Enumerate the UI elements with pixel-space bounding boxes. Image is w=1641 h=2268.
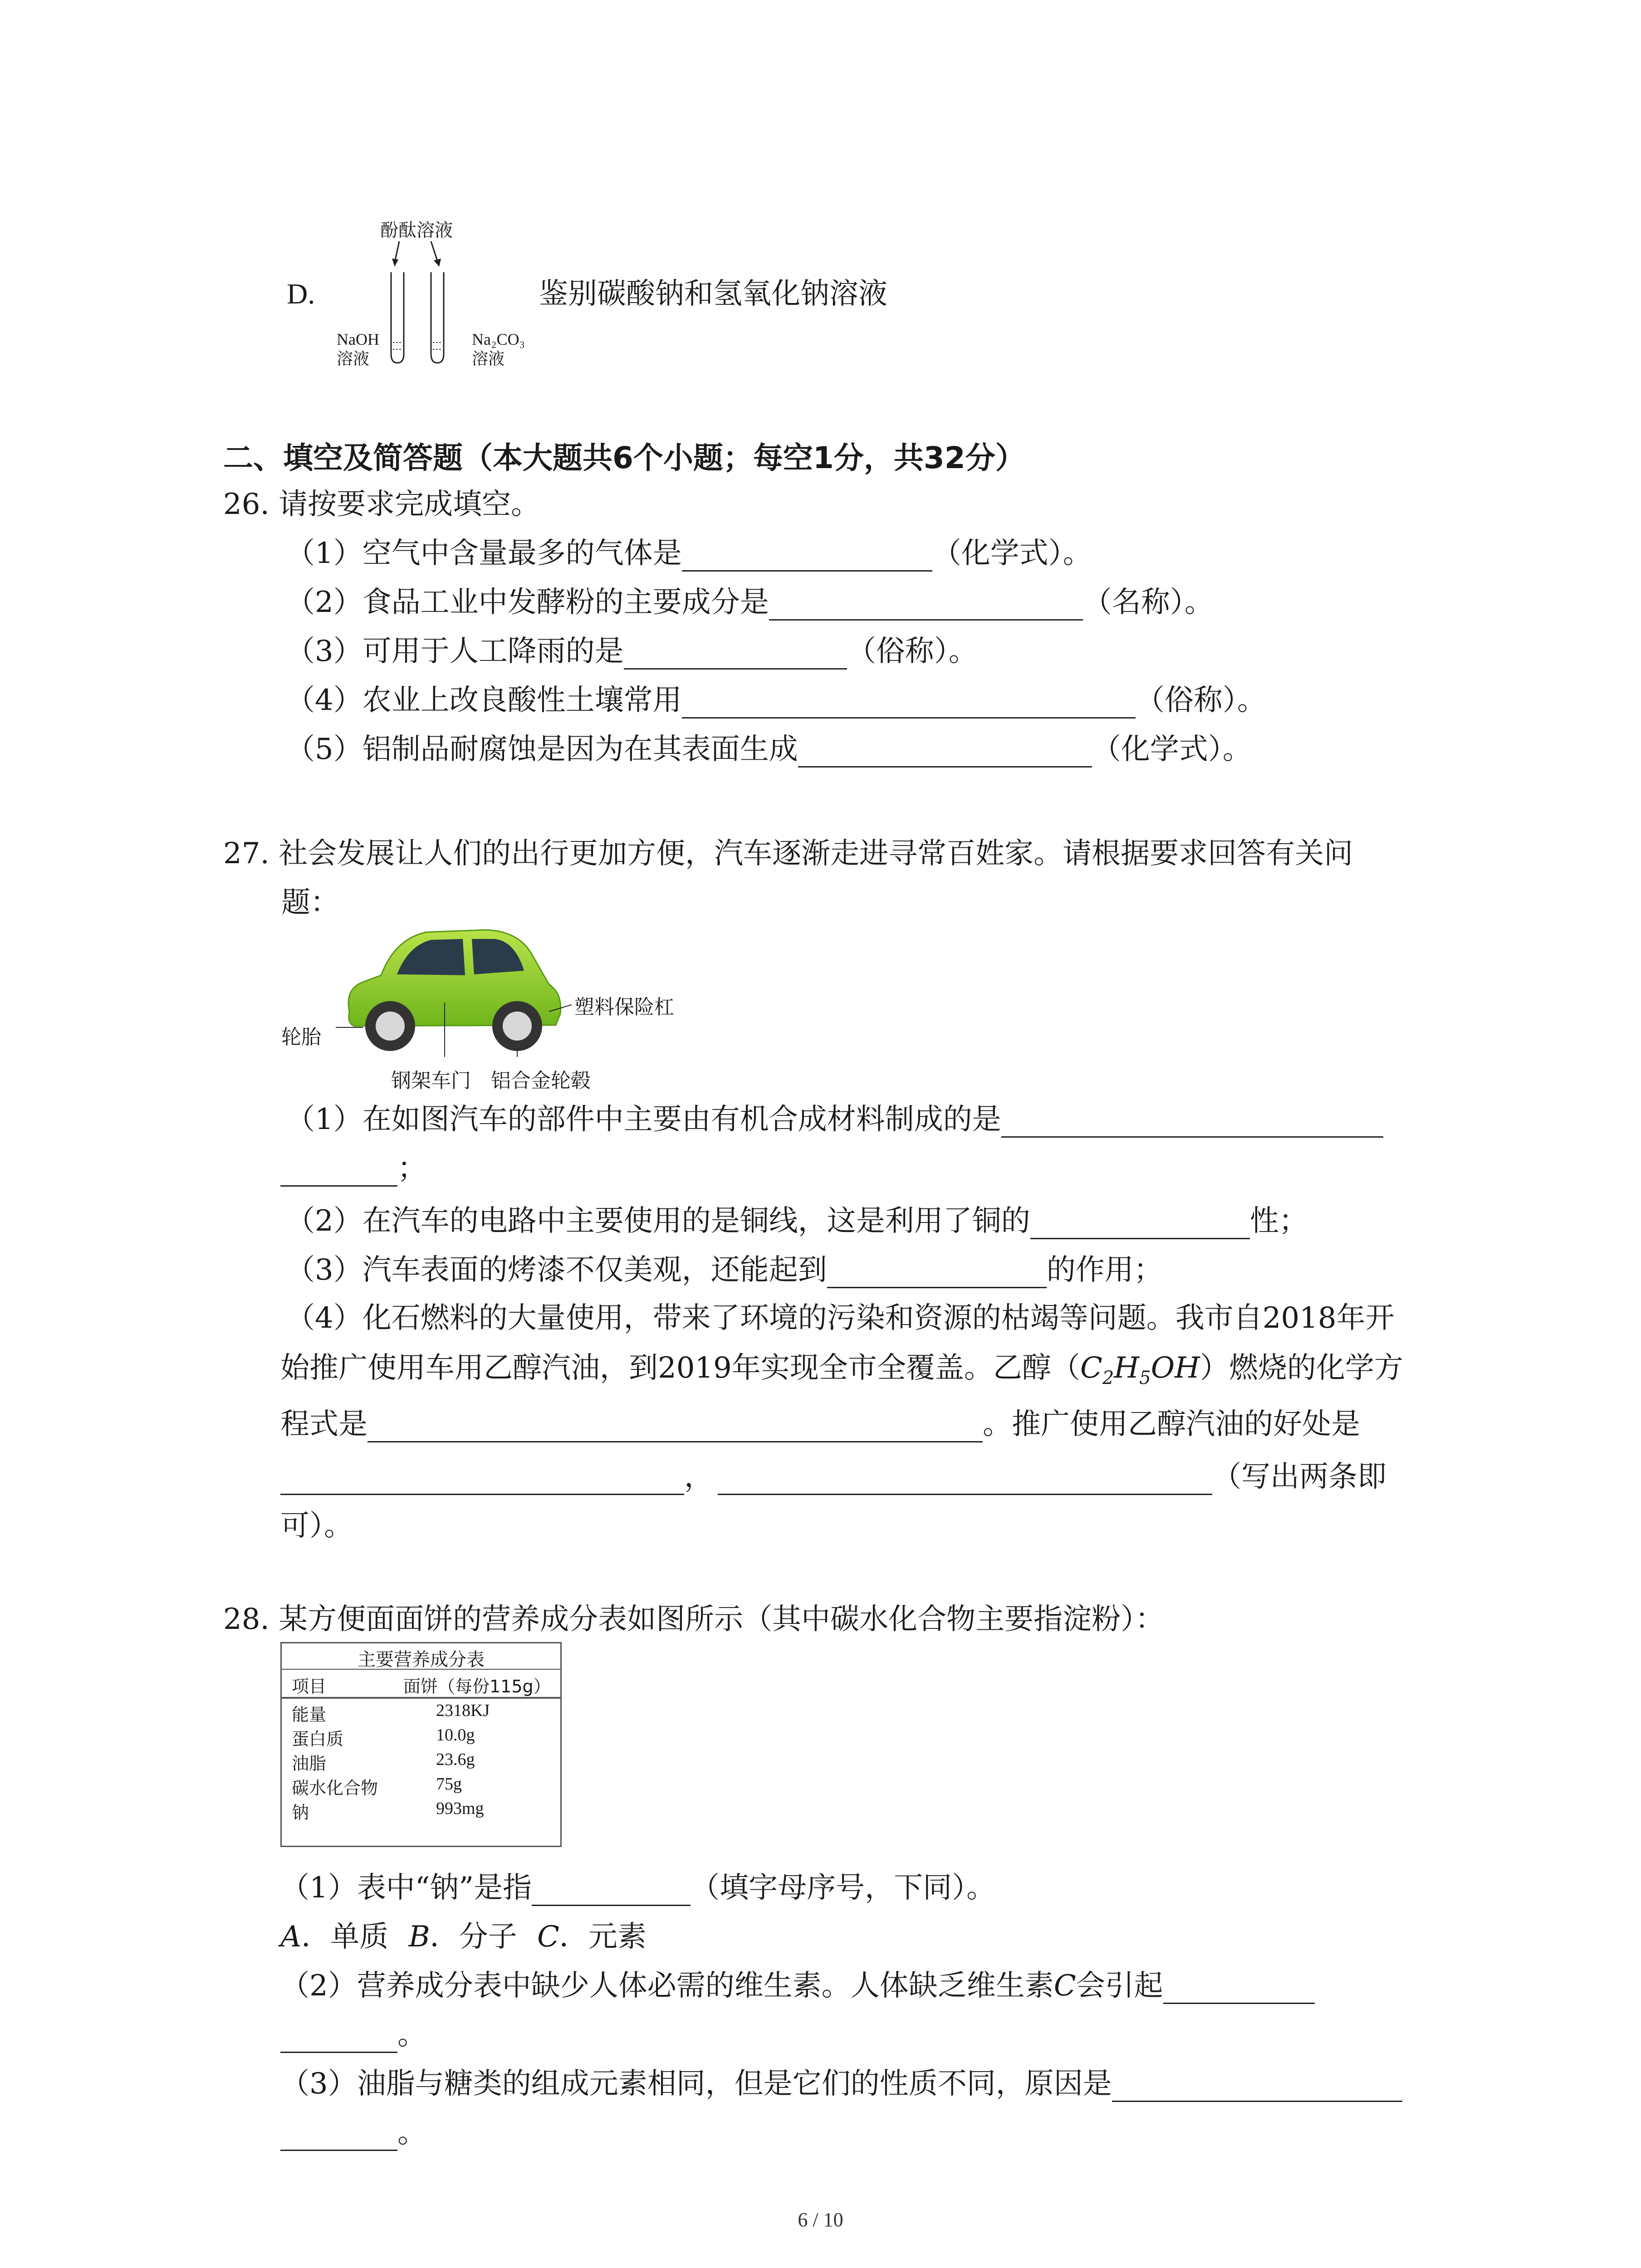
car-label-door: 钢架车门 bbox=[391, 1069, 471, 1092]
q27-stem-line1: 27. 社会发展让人们的出行更加方便，汽车逐渐走进寻常百姓家。请根据要求回答有关问 bbox=[223, 837, 1353, 870]
q27-part4-line3: 程式是 。推广使用乙醇汽油的好处是 bbox=[280, 1406, 1360, 1442]
q28-part3: （3）油脂与糖类的组成元素相同，但是它们的性质不同，原因是 bbox=[280, 2066, 1402, 2102]
q26-item-5: （5）铝制品耐腐蚀是因为在其表面生成 （化学式）。 bbox=[286, 731, 1252, 767]
q27-blank-1b[interactable] bbox=[280, 1158, 397, 1187]
q27-blank-1a[interactable] bbox=[1001, 1109, 1383, 1138]
reagent-label: 酚酞溶液 bbox=[380, 220, 453, 241]
q26-stem: 26. 请按要求完成填空。 bbox=[223, 488, 540, 521]
option-a-letter: A bbox=[280, 1920, 302, 1954]
car-label-tire: 轮胎 bbox=[281, 1026, 321, 1049]
q28-blank-3a[interactable] bbox=[1112, 2073, 1402, 2102]
right-tube-label-1: Na₂CO₃ bbox=[472, 330, 525, 348]
q27-blank-2[interactable] bbox=[1030, 1211, 1250, 1239]
q28-blank-2a[interactable] bbox=[1163, 1975, 1315, 2004]
nutrition-row-name: 碳水化合物 bbox=[292, 1778, 378, 1798]
option-b-letter: B bbox=[408, 1920, 430, 1954]
nutrition-row-name: 油脂 bbox=[292, 1754, 327, 1774]
q26-blank-3[interactable] bbox=[624, 641, 847, 670]
q27-part2: （2）在汽车的电路中主要使用的是铜线，这是利用了铜的 性； bbox=[286, 1203, 1308, 1239]
nutrition-row-value: 993mg bbox=[436, 1799, 484, 1818]
q27-blank-4a[interactable] bbox=[367, 1414, 983, 1442]
q27-part4-line4: ， （写出两条即 bbox=[280, 1459, 1386, 1495]
q28-blank-3b[interactable] bbox=[280, 2122, 397, 2151]
car-label-bumper: 塑料保险杠 bbox=[574, 996, 674, 1019]
q26-blank-1[interactable] bbox=[682, 543, 932, 572]
q28-part3-cont: 。 bbox=[280, 2115, 426, 2151]
right-tube-label-2: 溶液 bbox=[472, 350, 505, 368]
nutrition-table bbox=[280, 1642, 562, 1847]
nutrition-col-item: 项目 bbox=[292, 1677, 327, 1696]
q27-part1-cont: ； bbox=[280, 1150, 426, 1187]
q27-blank-4c[interactable] bbox=[718, 1466, 1212, 1495]
q26-item-3: （3）可用于人工降雨的是 （俗称）。 bbox=[286, 633, 978, 670]
nutrition-row-name: 蛋白质 bbox=[292, 1729, 344, 1749]
page-number: 6 / 10 bbox=[798, 2209, 843, 2231]
q26-blank-2[interactable] bbox=[769, 592, 1083, 621]
option-c-text: ．元素 bbox=[559, 1920, 647, 1954]
q28-stem: 28. 某方便面面饼的营养成分表如图所示（其中碳水化合物主要指淀粉）： bbox=[223, 1603, 1165, 1636]
q26-blank-4[interactable] bbox=[682, 690, 1136, 719]
nutrition-row-value: 2318KJ bbox=[436, 1701, 490, 1720]
nutrition-row-value: 10.0g bbox=[436, 1725, 475, 1745]
option-d-description: 鉴别碳酸钠和氢氧化钠溶液 bbox=[539, 277, 887, 311]
q27-stem-line2: 题： bbox=[281, 886, 339, 919]
q27-blank-4b[interactable] bbox=[280, 1466, 684, 1495]
q28-blank-2b[interactable] bbox=[280, 2024, 397, 2053]
nutrition-row-value: 23.6g bbox=[436, 1750, 475, 1769]
nutrition-row-value: 75g bbox=[436, 1774, 462, 1794]
section-heading: 二、填空及简答题（本大题共6个小题；每空1分，共32分） bbox=[223, 440, 1025, 475]
car-illustration bbox=[336, 921, 572, 1057]
q27-part4-line5: 可）。 bbox=[280, 1509, 353, 1543]
option-a-text: ．单质 bbox=[301, 1920, 389, 1954]
nutrition-table-title: 主要营养成分表 bbox=[358, 1649, 485, 1670]
nutrition-col-value: 面饼（每份115g） bbox=[403, 1677, 551, 1696]
q27-part3: （3）汽车表面的烤漆不仅美观，还能起到 的作用； bbox=[286, 1252, 1163, 1288]
q26-item-2: （2）食品工业中发酵粉的主要成分是 （名称）。 bbox=[286, 584, 1214, 621]
q28-part1: （1）表中“钠”是指 （填字母序号，下同）。 bbox=[280, 1870, 995, 1906]
option-c-letter: C bbox=[537, 1920, 559, 1954]
q26-item-1: （1）空气中含量最多的气体是 （化学式）。 bbox=[286, 535, 1092, 572]
option-d: D. bbox=[287, 278, 315, 310]
left-tube-label-1: NaOH bbox=[337, 330, 379, 348]
nutrition-row-name: 钠 bbox=[292, 1803, 309, 1823]
option-b-text: ．分子 bbox=[430, 1920, 517, 1954]
q27-part4-line1: （4）化石燃料的大量使用，带来了环境的污染和资源的枯竭等问题。我市自2018年开 bbox=[286, 1301, 1395, 1335]
q26-blank-5[interactable] bbox=[798, 739, 1092, 767]
q28-part2-cont: 。 bbox=[280, 2017, 426, 2053]
q27-blank-3[interactable] bbox=[827, 1260, 1047, 1288]
q28-blank-1[interactable] bbox=[532, 1877, 691, 1906]
car-label-hub: 铝合金轮毂 bbox=[491, 1069, 591, 1092]
q28-part2: （2）营养成分表中缺少人体必需的维生素。人体缺乏维生素C会引起 bbox=[280, 1968, 1315, 2004]
q26-item-4: （4）农业上改良酸性土壤常用 （俗称）。 bbox=[286, 682, 1266, 719]
q27-part1: （1）在如图汽车的部件中主要由有机合成材料制成的是 bbox=[286, 1101, 1383, 1138]
left-tube-label-2: 溶液 bbox=[337, 350, 370, 368]
q27-part4-line2: 始推广使用车用乙醇汽油，到2019年实现全市全覆盖。乙醇$(C_2H_5OH)$燃烧的化学方 bbox=[280, 1351, 1403, 1388]
test-tube-figure bbox=[372, 240, 463, 376]
nutrition-row-name: 能量 bbox=[292, 1705, 327, 1725]
q28-options bbox=[280, 1919, 647, 1955]
